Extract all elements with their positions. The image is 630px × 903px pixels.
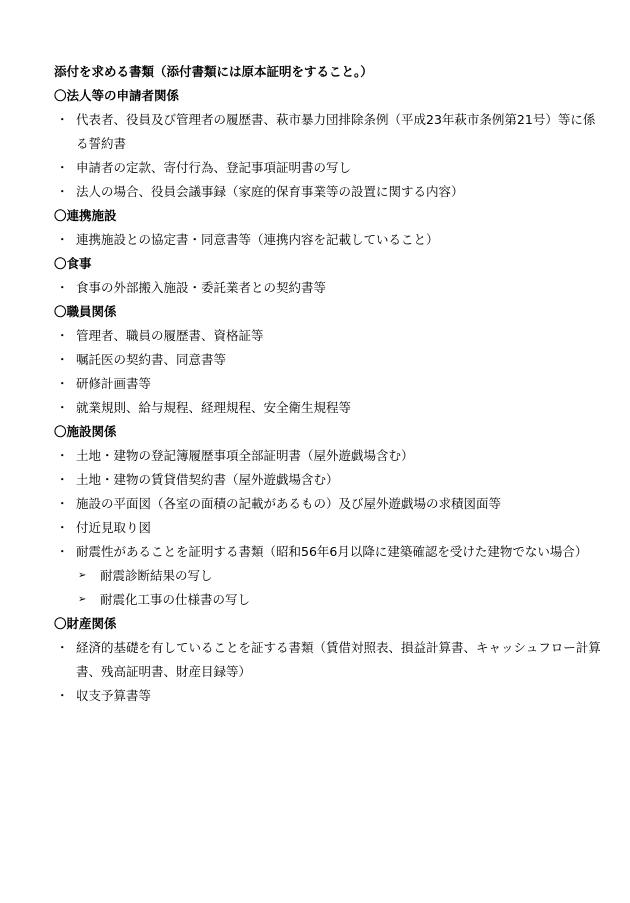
bullet-marker: ・ (56, 640, 69, 655)
section-heading: 〇連携施設 (54, 208, 117, 223)
arrow-bullet-icon: ➢ (78, 570, 87, 581)
document-body (54, 60, 606, 708)
bullet-marker: ・ (56, 520, 69, 535)
bullet-marker: ・ (56, 400, 69, 415)
list-item (54, 444, 606, 468)
list-item-text: 経済的基礎を有していることを証する書類（賃借対照表、損益計算書、キャッシュフロー計算書、残高証明書、財産目録等） (76, 640, 601, 679)
list-item-text: 代表者、役員及び管理者の履歴書、萩市暴力団排除条例（平成23年萩市条例第21号）等に係る誓約書 (76, 112, 596, 151)
sub-list-item (54, 588, 606, 612)
section-heading: 〇財産関係 (54, 616, 117, 631)
bullet-marker: ・ (56, 376, 69, 391)
list-item (54, 228, 606, 252)
arrow-bullet-icon: ➢ (78, 594, 87, 605)
list-item (54, 540, 606, 564)
list-item (54, 324, 606, 348)
list-item-text: 申請者の定款、寄付行為、登記事項証明書の写し (76, 160, 352, 175)
list-item-text: 食事の外部搬入施設・委託業者との契約書等 (76, 280, 327, 295)
list-item (54, 516, 606, 540)
list-item-text: 研修計画書等 (76, 376, 152, 391)
bullet-marker: ・ (56, 688, 69, 703)
list-item (54, 180, 606, 204)
bullet-marker: ・ (56, 232, 69, 247)
bullet-marker: ・ (56, 496, 69, 511)
list-item-text: 付近見取り図 (76, 520, 152, 535)
section-heading: 〇食事 (54, 256, 92, 271)
document-title: 添付を求める書類（添付書類には原本証明をすること。） (54, 64, 373, 79)
list-item-text: 嘱託医の契約書、同意書等 (76, 352, 227, 367)
list-item (54, 372, 606, 396)
sub-list-item (54, 564, 606, 588)
bullet-marker: ・ (56, 352, 69, 367)
bullet-marker: ・ (56, 328, 69, 343)
list-item (54, 468, 606, 492)
sections-container (54, 84, 606, 708)
bullet-marker: ・ (56, 544, 69, 559)
list-item (54, 276, 606, 300)
list-item-text: 収支予算書等 (76, 688, 152, 703)
sub-list-item-text: 耐震化工事の仕様書の写し (100, 592, 251, 607)
list-item-text: 法人の場合、役員会議事録（家庭的保育事業等の設置に関する内容） (76, 184, 464, 199)
list-item (54, 156, 606, 180)
list-item (54, 636, 606, 684)
bullet-marker: ・ (56, 184, 69, 199)
list-item-text: 管理者、職員の履歴書、資格証等 (76, 328, 264, 343)
list-item-text: 連携施設との協定書・同意書等（連携内容を記載していること） (76, 232, 439, 247)
bullet-marker: ・ (56, 160, 69, 175)
section-heading: 〇施設関係 (54, 424, 117, 439)
list-item (54, 108, 606, 156)
sub-list-item-text: 耐震診断結果の写し (100, 568, 213, 583)
list-item-text: 土地・建物の賃貸借契約書（屋外遊戯場含む） (76, 472, 339, 487)
bullet-marker: ・ (56, 280, 69, 295)
section-heading: 〇法人等の申請者関係 (54, 88, 180, 103)
list-item (54, 684, 606, 708)
list-item (54, 396, 606, 420)
list-item (54, 492, 606, 516)
section-heading: 〇職員関係 (54, 304, 117, 319)
list-item-text: 就業規則、給与規程、経理規程、安全衛生規程等 (76, 400, 352, 415)
bullet-marker: ・ (56, 112, 69, 127)
list-item-text: 施設の平面図（各室の面積の記載があるもの）及び屋外遊戯場の求積図面等 (76, 496, 502, 511)
list-item (54, 348, 606, 372)
list-item-text: 耐震性があることを証明する書類（昭和56年6月以降に建築確認を受けた建物でない場合） (76, 544, 588, 559)
bullet-marker: ・ (56, 448, 69, 463)
list-item-text: 土地・建物の登記簿履歴事項全部証明書（屋外遊戯場含む） (76, 448, 414, 463)
bullet-marker: ・ (56, 472, 69, 487)
